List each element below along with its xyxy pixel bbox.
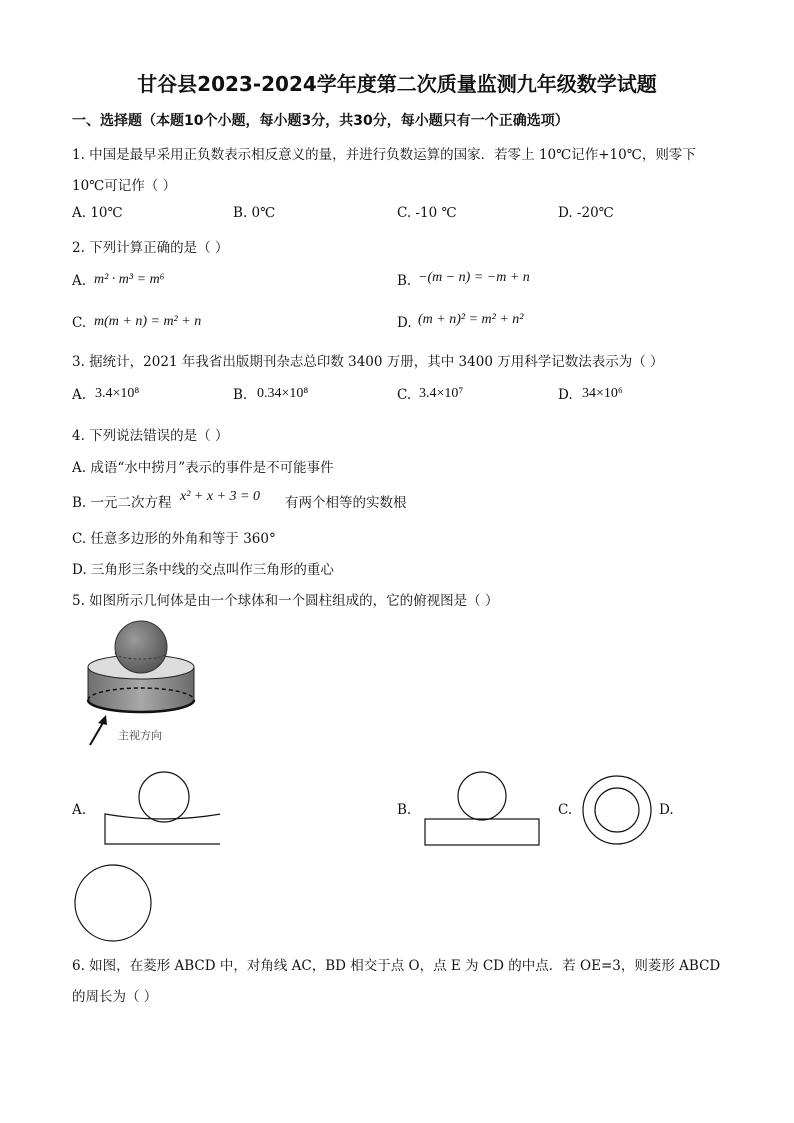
- q3-option-c-label: C.: [397, 387, 412, 403]
- q4-option-c: C. 任意多边形的外角和等于 360°: [72, 531, 276, 547]
- q5-option-a-figure: [100, 770, 220, 850]
- q1-option-c: C. -10 ℃: [397, 205, 457, 221]
- q4-option-b-equation: x² + x + 3 = 0: [180, 489, 260, 504]
- q5-option-a-label: A.: [72, 802, 87, 818]
- view-direction-arrow: [90, 721, 104, 745]
- q2-option-a: m² · m³ = m⁶: [94, 272, 165, 287]
- q2-option-d: (m + n)² = m² + n²: [418, 312, 524, 327]
- q3-option-c: 3.4×10⁷: [419, 386, 464, 401]
- page-title: 甘谷县2023-2024学年度第二次质量监测九年级数学试题: [137, 72, 657, 96]
- q5-stem: 5. 如图所示几何体是由一个球体和一个圆柱组成的，它的俯视图是（ ）: [72, 593, 499, 609]
- q2-option-c: m(m + n) = m² + n: [94, 314, 202, 329]
- view-direction-label: 主视方向: [118, 729, 162, 742]
- q3-option-a-label: A.: [72, 387, 87, 403]
- q1-stem-line2: 10℃可记作（ ）: [72, 178, 177, 194]
- q5-option-d-label: D.: [659, 802, 674, 818]
- q4-option-a: A. 成语“水中捞月”表示的事件是不可能事件: [72, 460, 334, 476]
- q3-stem: 3. 据统计，2021 年我省出版期刊杂志总印数 3400 万册，其中 3400 万用科学记数法表示为（ ）: [72, 354, 664, 370]
- q4-stem: 4. 下列说法错误的是（ ）: [72, 428, 229, 444]
- q4-option-b-suffix: 有两个相等的实数根: [285, 495, 407, 511]
- q1-option-a: A. 10℃: [72, 205, 123, 221]
- q3-option-d-label: D.: [558, 387, 573, 403]
- q5-option-c-figure: [580, 773, 654, 847]
- q1-stem-line1: 1. 中国是最早采用正负数表示相反意义的量，并进行负数运算的国家．若零上 10℃记作+10℃，则零下: [72, 147, 696, 163]
- q6-stem-line1: 6. 如图，在菱形 ABCD 中，对角线 AC，BD 相交于点 O，点 E 为 CD 的中点．若 OE=3，则菱形 ABCD: [72, 958, 721, 974]
- q6-stem-line2: 的周长为（ ）: [72, 989, 158, 1005]
- q2-option-b-label: B.: [397, 273, 412, 289]
- q2-stem: 2. 下列计算正确的是（ ）: [72, 240, 229, 256]
- section-heading: 一、选择题（本题10个小题，每小题3分，共30分，每小题只有一个正确选项）: [72, 113, 569, 129]
- q3-option-b: 0.34×10⁸: [257, 386, 309, 401]
- q3-option-a: 3.4×10⁸: [95, 386, 140, 401]
- q3-option-b-label: B.: [233, 387, 248, 403]
- q5-option-d-figure: [72, 862, 154, 944]
- q5-option-c-label: C.: [558, 802, 573, 818]
- q2-option-c-label: C.: [72, 315, 87, 331]
- q2-option-a-label: A.: [72, 273, 87, 289]
- q1-option-d: D. -20℃: [558, 205, 614, 221]
- q2-option-d-label: D.: [397, 315, 412, 331]
- q4-option-b-prefix: B. 一元二次方程: [72, 495, 172, 511]
- q4-option-d: D. 三角形三条中线的交点叫作三角形的重心: [72, 562, 334, 578]
- q5-option-b-label: B.: [397, 802, 412, 818]
- q3-option-d: 34×10⁶: [582, 386, 623, 401]
- q2-option-b: −(m − n) = −m + n: [418, 270, 530, 285]
- q5-option-b-figure: [422, 768, 542, 848]
- sphere: [115, 621, 167, 673]
- q1-option-b: B. 0℃: [233, 205, 276, 221]
